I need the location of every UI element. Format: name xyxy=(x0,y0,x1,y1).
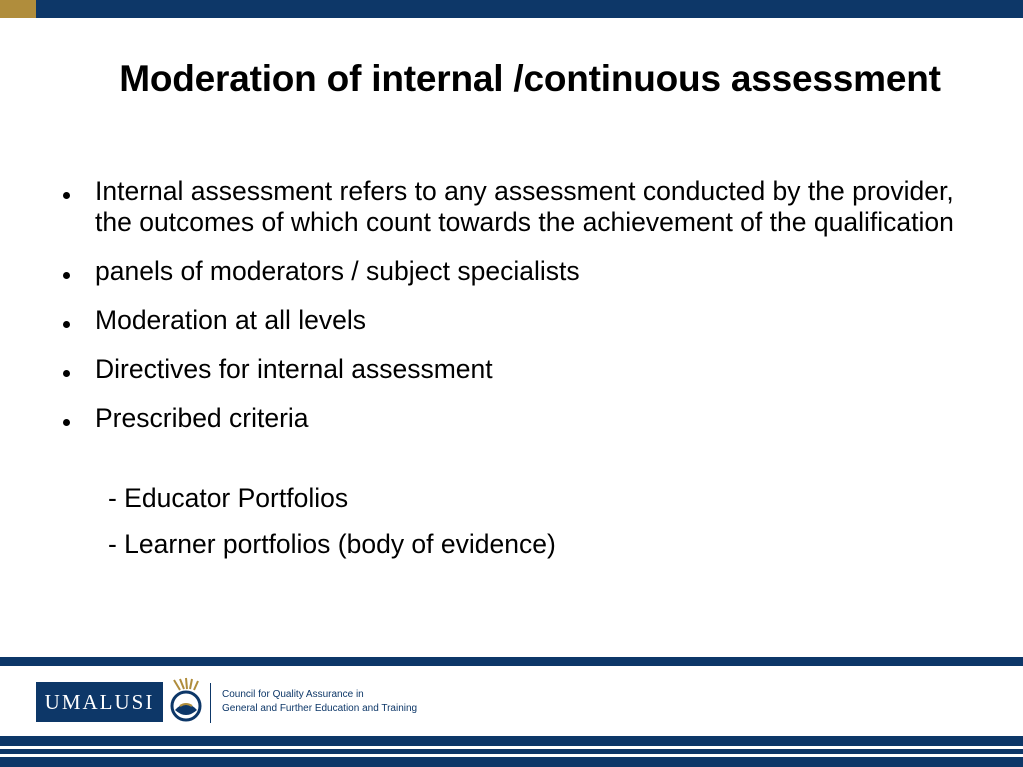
sub-item-learner-portfolios: - Learner portfolios (body of evidence) xyxy=(108,529,556,559)
footer-bottom-band xyxy=(0,736,1023,746)
bullet-text: Internal assessment refers to any assessment conducted by the provider, the outcomes of which count towards the achievement of the qualification xyxy=(95,176,954,237)
bullet-text: Moderation at all levels xyxy=(95,305,367,335)
bullet-item xyxy=(60,354,990,385)
bullet-dot-icon xyxy=(63,321,70,328)
bullet-item xyxy=(60,403,990,434)
sub-item-educator-portfolios: - Educator Portfolios xyxy=(108,483,349,513)
bullet-item xyxy=(60,256,990,287)
footer-top-band xyxy=(0,657,1023,666)
bullet-text: Prescribed criteria xyxy=(95,403,309,433)
top-header-bar xyxy=(0,0,1023,18)
council-line-2: General and Further Education and Training xyxy=(222,703,418,714)
slide-title: Moderation of internal /continuous assessment xyxy=(119,58,941,99)
bullet-item xyxy=(60,176,990,238)
bullet-dot-icon xyxy=(63,370,70,377)
bullet-dot-icon xyxy=(63,272,70,279)
bullet-item xyxy=(60,305,990,336)
logo-text: UMALUSI xyxy=(44,689,155,714)
bullet-dot-icon xyxy=(63,192,70,199)
footer-bottom-band xyxy=(0,757,1023,767)
footer-bottom-band xyxy=(0,749,1023,754)
umalusi-emblem-icon xyxy=(166,676,206,726)
bullet-dot-icon xyxy=(63,419,70,426)
umalusi-logo xyxy=(36,682,163,722)
bullet-text: panels of moderators / subject specialists xyxy=(95,256,580,286)
council-line-1: Council for Quality Assurance in xyxy=(222,689,364,700)
logo-divider xyxy=(210,683,211,723)
bullet-text: Directives for internal assessment xyxy=(95,354,493,384)
council-name xyxy=(222,688,417,716)
bullet-list xyxy=(60,176,990,434)
top-accent-block xyxy=(0,0,36,18)
